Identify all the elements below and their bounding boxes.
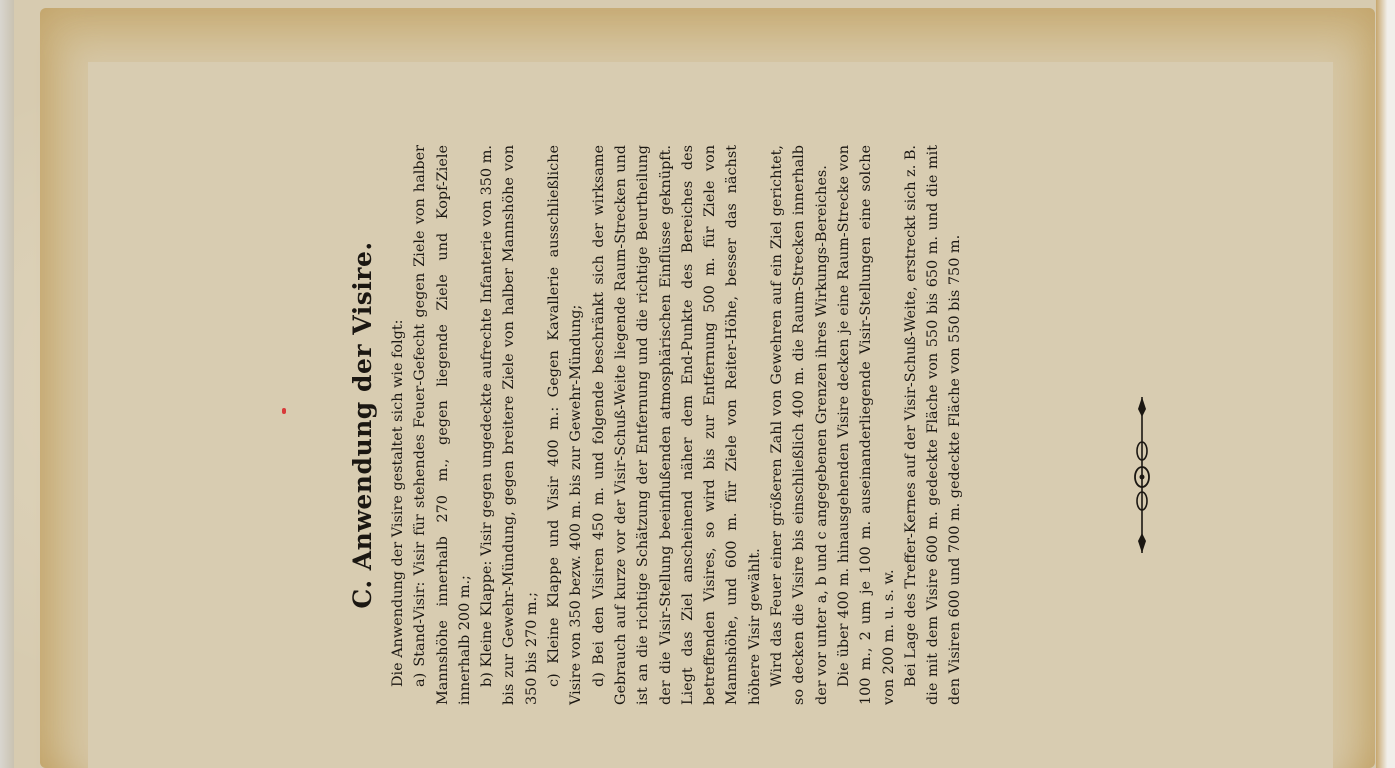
paragraph-hits: Bei Lage des Treffer-Kernes auf der Visir-Schuß-Weite, erstreckt sich z. B. die mit dem Visire 600 m. gedeckte Fläche von 550 bis 650 m. und die mit den Visiren 600 und 700 m. gedeckte Fläche von 550 bis 750 m.: [902, 145, 964, 705]
paragraph-range: Die über 400 m. hinausgehenden Visire decken je eine Raum-Strecke von 100 m., 2 um je 100 m. auseinanderliegende Visir-Stellungen eine solche von 200 m. u. s. w.: [835, 145, 897, 705]
scanner-edge: [0, 0, 14, 768]
paragraph-fire: Wird das Feuer einer größeren Zahl von Gewehren auf ein Ziel gerichtet, so decken die Visire bis einschließlich 400 m. die Raum-Strecken innerhalb der vor unter a, b und c angegebenen Grenzen ihres Wirkungs-Bereiches.: [769, 145, 830, 705]
paragraph-d: d) Bei den Visiren 450 m. und folgende beschränkt sich der wirksame Gebrauch auf kurze vor der Visir-Schuß-Weite liegende Raum-Strecken und ist an die richtige Schätzung der Entfernung und die richtige Beurtheilung der die Visir-Stellung beeinflußenden atmosphärischen Einflüsse geknüpft. Liegt das Ziel anscheinend näher dem End-Punkte des Bereiches des betreffenden Visires, so wird bis zur Entfernung 500 m. für Ziele von Mannshöhe, und 600 m. für Ziele von Reiter-Höhe, besser das nächst höhere Visir gewählt.: [590, 145, 763, 705]
ornament-divider: [1130, 395, 1154, 555]
paragraph-a: a) Stand-Visir: Visir für stehendes Feuer-Gefecht gegen Ziele von halber Mannshöhe innerhalb 270 m., gegen liegende Ziele und Kopf-Ziele innerhalb 200 m.;: [412, 145, 473, 705]
paragraph-b: b) Kleine Klappe: Visir gegen ungedeckte aufrechte Infanterie von 350 m. bis zur Gewehr-Mündung, gegen breitere Ziele von halber Mannshöhe von 350 bis 270 m.;: [479, 145, 540, 705]
paper-right-edge: [1376, 0, 1395, 768]
paragraph-intro: Die Anwendung der Visire gestaltet sich wie folgt:: [390, 319, 406, 687]
rotated-text-block: [345, 145, 967, 705]
ink-speck: [282, 408, 286, 414]
paragraph-c: c) Kleine Klappe und Visir 400 m.: Gegen Kavallerie ausschließliche Visire von 350 bezw. 400 m. bis zur Gewehr-Mündung;: [546, 145, 585, 705]
section-heading: C. Anwendung der Visire.: [348, 241, 377, 609]
